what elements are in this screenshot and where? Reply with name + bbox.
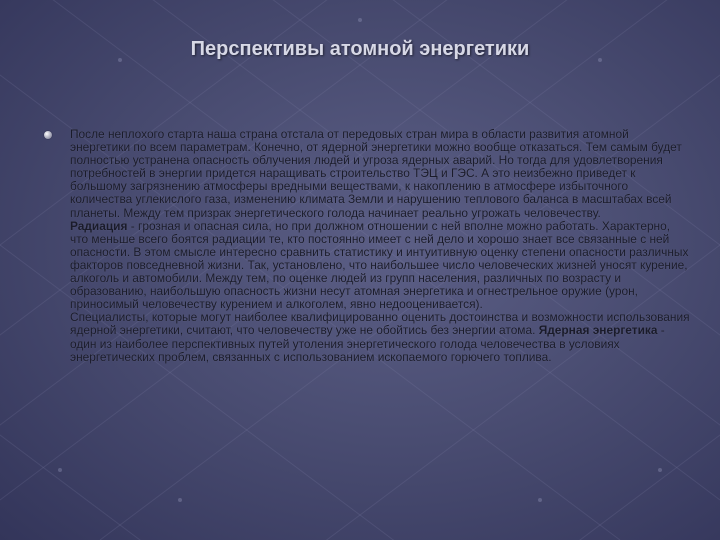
- paragraph-1: После неплохого старта наша страна отстала от передовых стран мира в области развития атомной энергетики по всем параметрам. Конечно, от ядерной энергетики можно вообще отказаться. Тем самым будет полностью устранена опасность облучения людей и угроза ядерных аварий. Но тогда для удовлетворения потребностей в энергии придется наращивать строительство ТЭЦ и ГЭС. А это неизбежно приведет к большому загрязнению атмосферы вредными веществами, к накоплению в атмосфере избыточного количества углекислого газа, изменению климата Земли и нарушению теплового баланса в масштабах всей планеты. Между тем призрак энергетического голода начинает реально угрожать человечеству.: [70, 127, 682, 220]
- term-radiation: Радиация: [70, 218, 128, 233]
- paragraph-3-text: - один из наиболее перспективных путей утоления энергетического голода человечества в условиях энергетических проблем, связанных с использованием ископаемого горючего топлива.: [70, 323, 665, 364]
- slide-content: [44, 127, 690, 364]
- term-nuclear-energy: Ядерная энергетика: [538, 323, 658, 338]
- paragraph-2: [70, 220, 690, 312]
- slide-title: Перспективы атомной энергетики: [190, 38, 530, 60]
- bullet-icon: [44, 131, 52, 139]
- body-text: [70, 128, 690, 364]
- paragraph-3-start: Специалисты, которые могут наиболее квалифицированно оценить достоинства и возможности использования ядерной энергетики, считают, что человечеству уже не обойтись без энергии атома.: [70, 310, 690, 338]
- paragraph-2-text: - грозная и опасная сила, но при должном отношении с ней вполне можно работать. Характерно, что меньше всего боятся радиации те, кто постоянно имеет с ней дело и хорошо знает все связанные с ней опасности. В этом смысле интересно сравнить статистику и интуитивную оценку степени опасности различных факторов повседневной жизни. Так, установлено, что наибольшее число человеческих жизней уносят курение, алкоголь и автомобили. Между тем, по оценке людей из групп населения, различных по возрасту и образованию, наибольшую опасность жизни несут атомная энергетика и огнестрельное оружие (урон, приносимый человечеству курением и алкоголем, явно недооценивается).: [70, 218, 689, 312]
- paragraph-3: [70, 311, 690, 363]
